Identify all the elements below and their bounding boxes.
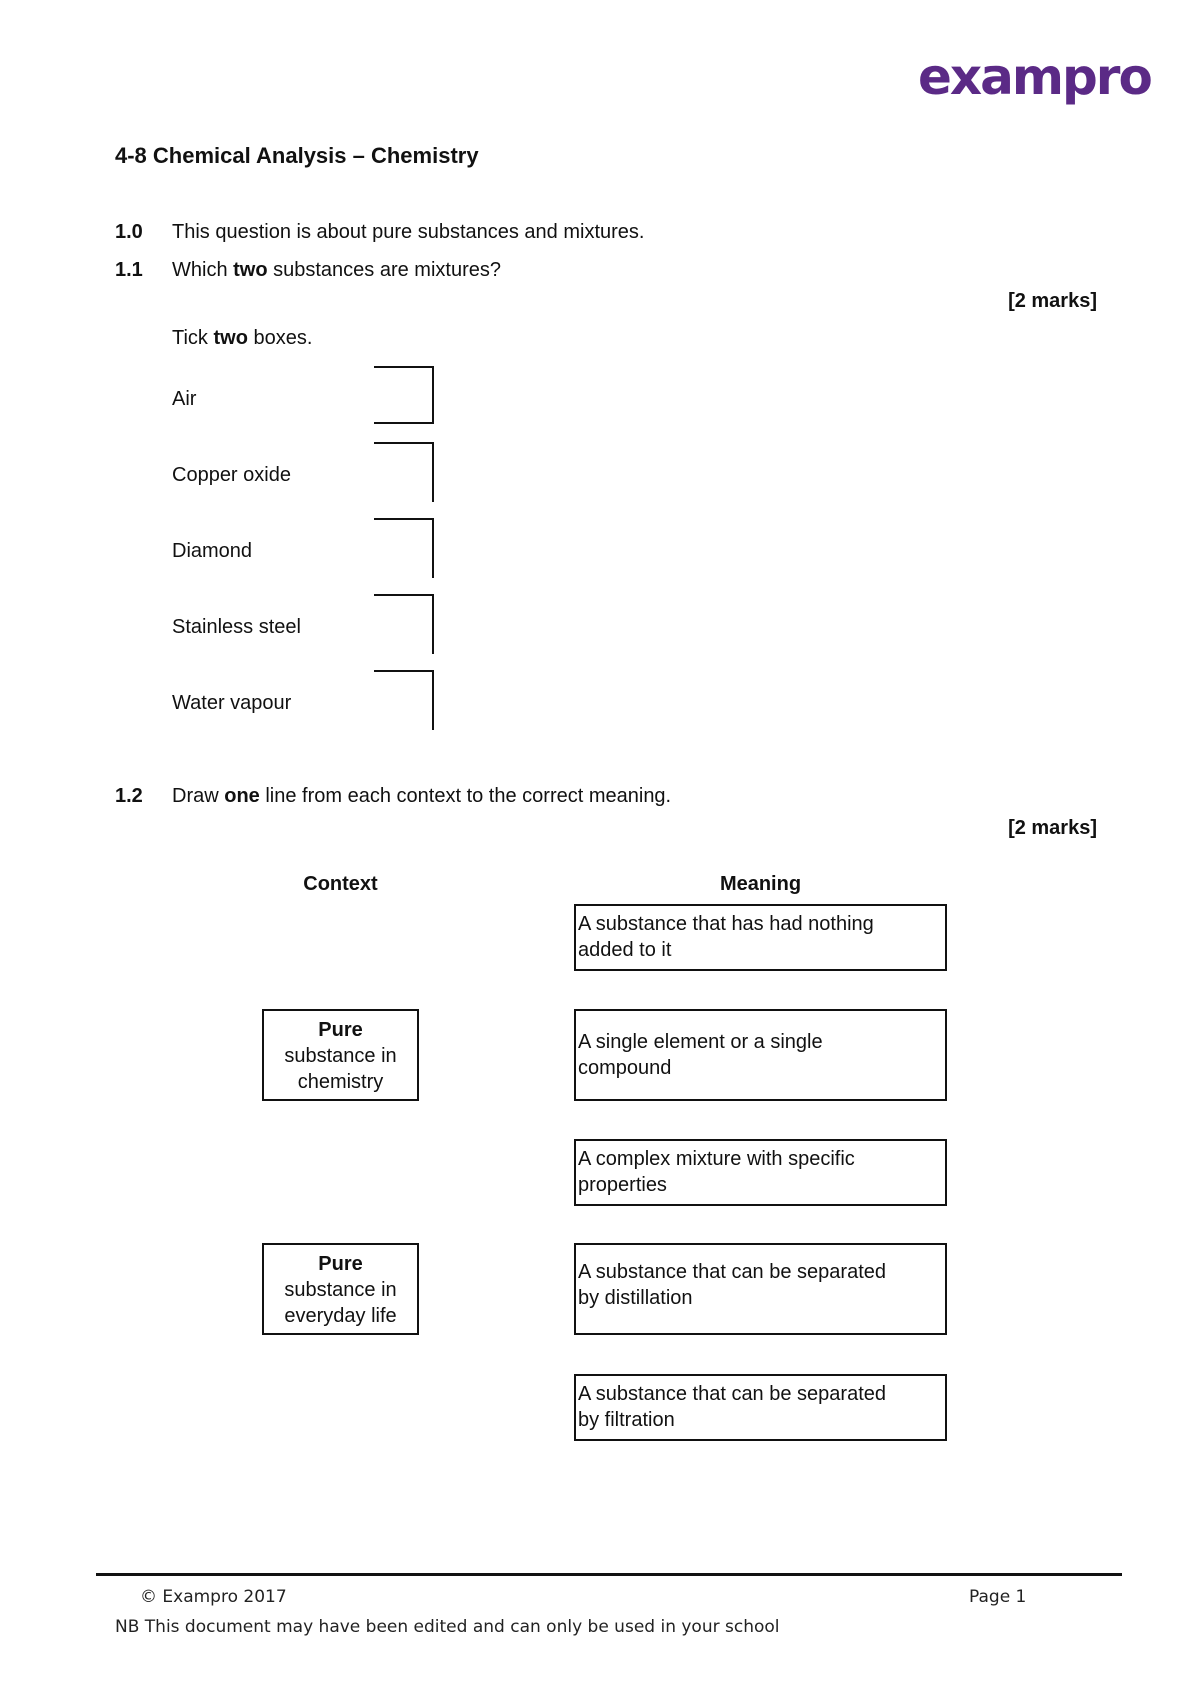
question-text-1-2 [172, 785, 671, 808]
context-box-line: everyday life [284, 1305, 397, 1327]
context-heading: Context [303, 873, 378, 895]
meaning-box-nothing-added[interactable] [574, 904, 947, 971]
instruction-emphasis: two [213, 327, 248, 349]
question-text-emphasis: one [224, 785, 260, 807]
question-text-part: Which [172, 259, 234, 281]
question-text-1-1 [172, 259, 501, 282]
tick-box-diamond[interactable] [374, 518, 434, 578]
meaning-box-complex-mixture[interactable] [574, 1139, 947, 1206]
question-text-part: substances are mixtures? [267, 259, 501, 281]
meaning-box-line: properties [578, 1174, 667, 1196]
instruction-part: boxes. [247, 327, 313, 349]
option-label-copper-oxide: Copper oxide [172, 464, 291, 486]
context-box-everyday-life[interactable] [262, 1243, 419, 1335]
meaning-box-line: A substance that has had nothing [578, 913, 874, 935]
meaning-box-line: by distillation [578, 1287, 693, 1309]
option-label-air: Air [172, 388, 197, 410]
tick-box-water-vapour[interactable] [374, 670, 434, 730]
marks-label-1-2: [2 marks] [1008, 817, 1097, 839]
question-number-1-0: 1.0 [115, 221, 143, 243]
exampro-logo: exampro [918, 48, 1151, 106]
meaning-box-single-element[interactable] [574, 1009, 947, 1101]
meaning-box-line: A substance that can be separated [578, 1383, 886, 1405]
question-text-1-0: This question is about pure substances and mixtures. [172, 221, 645, 243]
marks-label-1-1: [2 marks] [1008, 290, 1097, 312]
context-box-bold: Pure [318, 1253, 363, 1275]
footer-page-number: Page 1 [969, 1587, 1027, 1607]
meaning-box-line: A substance that can be separated [578, 1261, 886, 1283]
context-box-line: substance in [284, 1045, 397, 1067]
option-label-water-vapour: Water vapour [172, 692, 292, 714]
meaning-box-distillation[interactable] [574, 1243, 947, 1335]
footer-copyright: © Exampro 2017 [140, 1587, 287, 1607]
question-text-emphasis: two [233, 259, 268, 281]
option-label-diamond: Diamond [172, 540, 253, 562]
option-label-stainless-steel: Stainless steel [172, 616, 301, 638]
context-box-line: substance in [284, 1279, 397, 1301]
meaning-box-filtration[interactable] [574, 1374, 947, 1441]
footer-note: NB This document may have been edited and can only be used in your school [115, 1617, 780, 1637]
tick-box-copper-oxide[interactable] [374, 442, 434, 502]
meaning-heading: Meaning [719, 873, 802, 895]
question-number-1-2: 1.2 [115, 785, 143, 807]
tick-box-stainless-steel[interactable] [374, 594, 434, 654]
question-number-1-1: 1.1 [115, 259, 143, 281]
meaning-box-line: added to it [578, 939, 672, 961]
footer-divider [96, 1573, 1122, 1576]
tick-box-air[interactable] [374, 366, 434, 424]
document-title: 4-8 Chemical Analysis – Chemistry [115, 143, 479, 168]
instruction-part: Tick [172, 327, 214, 349]
tick-instruction [172, 327, 312, 350]
context-box-chemistry[interactable] [262, 1009, 419, 1101]
question-text-part: line from each context to the correct meaning. [259, 785, 672, 807]
context-box-line: chemistry [297, 1071, 384, 1093]
meaning-box-line: A single element or a single [578, 1031, 823, 1053]
meaning-box-line: compound [578, 1057, 672, 1079]
meaning-box-line: by filtration [578, 1409, 675, 1431]
meaning-box-line: A complex mixture with specific [578, 1148, 855, 1170]
context-box-bold: Pure [318, 1019, 363, 1041]
question-text-part: Draw [172, 785, 225, 807]
